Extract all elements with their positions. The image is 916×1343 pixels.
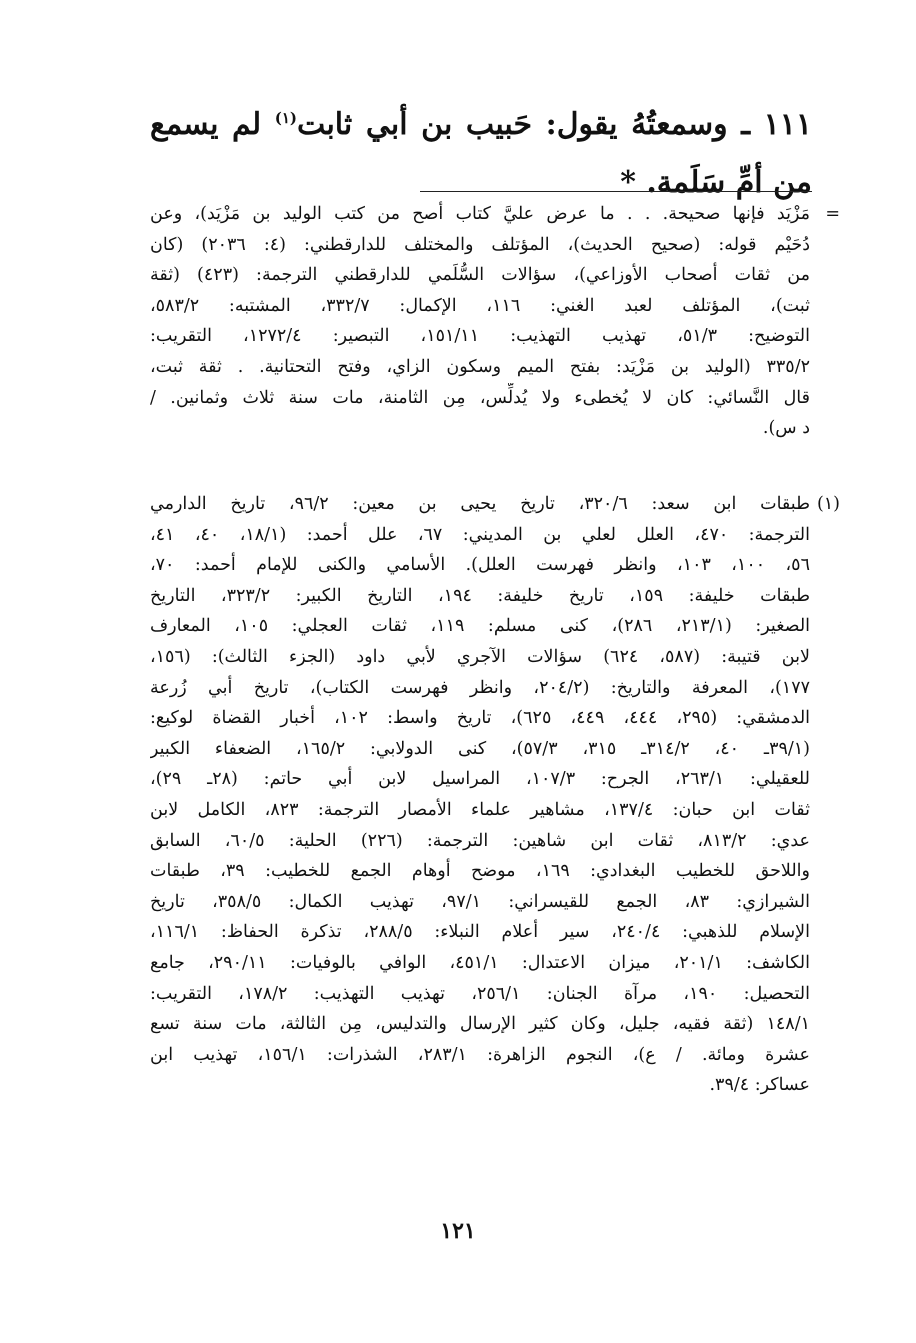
footnote-line: طبقات ابن سعد: ٣٢٠/٦، تاريخ يحيى بن معين: ٩٦/٢، تاريخ الدارمي	[150, 494, 810, 514]
footnote-line: ثبت)، المؤتلف لعبد الغني: ١١٦، الإكمال: ٣٣٢/٧، المشتبه: ٥٨٣/٢،	[150, 295, 810, 316]
footnote-line: من ثقات أصحاب الأوزاعي)، سؤالات السُّلَمي للدارقطني الترجمة: (٤٢٣) (ثقة	[150, 265, 810, 286]
footnote-line: للعقيلي: ٢٦٣/١، الجرح: ١٠٧/٣، المراسيل لابن أبي حاتم: (٢٨ـ ٢٩)،	[150, 769, 810, 790]
footnote-line: د س).	[762, 418, 810, 439]
footnote-line: ٥٦، ١٠٠، ١٠٣، وانظر فهرست العلل). الأسامي والكنى للإمام أحمد: ٧٠،	[150, 555, 810, 576]
footnote-line: ثقات ابن حبان: ١٣٧/٤، مشاهير علماء الأمصار الترجمة: ٨٢٣، الكامل لابن	[150, 799, 810, 820]
footnote-separator-rule	[420, 191, 812, 192]
footnote-line: عشرة ومائة. / ع)، النجوم الزاهرة: ٢٨٣/١، الشذرات: ١٥٦/١، تهذيب ابن	[150, 1044, 810, 1065]
footnote-line: ١٧٧)، المعرفة والتاريخ: (٢٠٤/٢، وانظر فهرست الكتاب)، تاريخ أبي زُرعة	[150, 677, 810, 698]
footnote-line: الكاشف: ٢٠١/١، ميزان الاعتدال: ٤٥١/١، الوافي بالوفيات: ٢٩٠/١١، جامع	[150, 952, 810, 973]
footnote-continuation	[150, 199, 840, 444]
footnote-one	[150, 489, 840, 1101]
page-number: ١٢١	[440, 1218, 476, 1244]
footnote-line: قال النَّسائي: كان لا يُخطىء ولا يُدلِّس، مِن الثامنة، مات سنة ثلاث وثمانين. /	[150, 387, 810, 408]
footnote-line: دُحَيْم قوله: (صحيح الحديث)، المؤتلف والمختلف للدارقطني: (٤: ٢٠٣٦) (كان	[150, 234, 810, 255]
main-text-before-ref: ـ وسمعتُهُ يقول: حَبيب بن أبي ثابت	[296, 107, 751, 142]
continuation-marker: =	[825, 204, 840, 224]
footnote-line: واللاحق للخطيب البغدادي: ١٦٩، موضح أوهام الجمع للخطيب: ٣٩، طبقات	[150, 861, 810, 882]
footnote-reference: (١)	[274, 109, 297, 127]
footnote-line: الإسلام للذهبي: ٢٤٠/٤، سير أعلام النبلاء: ٢٨٨/٥، تذكرة الحفاظ: ١١٦/١،	[150, 922, 810, 943]
footnote-line: مَزْيَد فإنها صحيحة. . . ما عرض عليَّ كتاب أصح من كتب الوليد بن مَزْيَد)، وعن	[150, 204, 810, 224]
footnote-line: ٣٣٥/٢ (الوليد بن مَزْيَد: بفتح الميم وسكون الزاي، وفتح التحتانية. . ثقة ثبت،	[150, 356, 810, 377]
footnote-line: التوضيح: ٥١/٣، تهذيب التهذيب: ١٥١/١١، التبصير: ١٢٧٢/٤، التقريب:	[150, 326, 810, 347]
footnote-line: التحصيل: ١٩٠، مرآة الجنان: ٢٥٦/١، تهذيب التهذيب: ١٧٨/٢، التقريب:	[150, 983, 810, 1004]
main-text-after-ref: لم يسمع من أمِّ سَلَمة. *	[150, 107, 812, 200]
footnote-line: عساكر: ٣٩/٤.	[709, 1075, 810, 1096]
narration-number: ١١١	[763, 107, 812, 142]
footnote-line: الترجمة: ٤٧٠، العلل لعلي بن المديني: ٦٧، علل أحمد: (١٨/١، ٤٠، ٤١،	[150, 524, 810, 545]
footnote-one-marker: (١)	[816, 494, 840, 514]
footnote-line: عدي: ٨١٣/٢، ثقات ابن شاهين: الترجمة: (٢٢٦) الحلية: ٦٠/٥، السابق	[150, 830, 810, 851]
footnote-line: الدمشقي: (٢٩٥، ٤٤٤، ٤٤٩، ٦٢٥)، تاريخ واسط: ١٠٢، أخبار القضاة لوكيع:	[150, 708, 810, 729]
main-text	[150, 96, 812, 212]
footnote-line: الصغير: (٢١٣/١، ٢٨٦)، كنى مسلم: ١١٩، ثقات العجلي: ١٠٥، المعارف	[150, 616, 810, 637]
footnote-line: ١٤٨/١ (ثقة فقيه، جليل، وكان كثير الإرسال والتدليس، مِن الثالثة، مات سنة تسع	[150, 1014, 810, 1035]
footnote-line: طبقات خليفة: ١٥٩، تاريخ خليفة: ١٩٤، التاريخ الكبير: ٣٢٣/٢، التاريخ	[150, 585, 810, 606]
footnote-line: الشيرازي: ٨٣، الجمع للقيسراني: ٩٧/١، تهذيب الكمال: ٣٥٨/٥، تاريخ	[150, 891, 810, 912]
footnote-line: (٣٩/١ـ ٤٠، ٣١٤/٢ـ ٣١٥، ٥٧/٣)، كنى الدولابي: ١٦٥/٢، الضعفاء الكبير	[150, 738, 810, 759]
footnote-line: لابن قتيبة: (٥٨٧، ٦٢٤) سؤالات الآجري لأبي داود (الجزء الثالث): (١٥٦،	[150, 646, 810, 667]
